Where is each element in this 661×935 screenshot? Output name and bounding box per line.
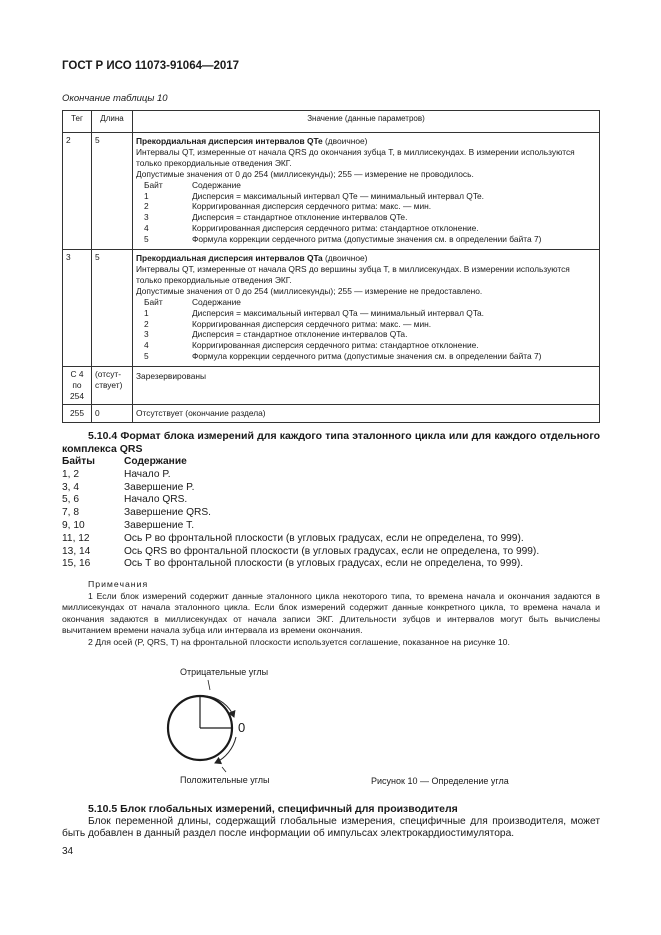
byte-content: Дисперсия = стандартное отклонение интервалов QTa.	[192, 329, 408, 340]
section-text: Блок переменной длины, содержащий глобальные измерения, специфичные для производителя, может быть добавлен в данный раздел после информации об импульсах электрокардиостимулятора.	[62, 815, 600, 840]
param-title-suffix: (двоичное)	[322, 253, 368, 264]
param-description: Интервалы QT, измеренные от начала QRS до вершины зубца T, в миллисекундах. В измерении используются только прекордиальные отведения ЭКГ.	[136, 263, 570, 285]
byte-item	[136, 319, 596, 330]
byte-col-label: Байт	[144, 179, 163, 190]
param-description: Интервалы QT, измеренные от начала QRS до окончания зубца T, в миллисекундах. В измерении используются только прекордиальные отведения ЭКГ.	[136, 146, 575, 168]
byte-item	[136, 234, 596, 245]
byte-item	[136, 308, 596, 319]
byte-col-label: Байт	[144, 296, 163, 307]
byte-number: 2	[144, 201, 149, 212]
byte-header	[136, 297, 596, 308]
byte-content: Дисперсия = максимальный интервал QTe — минимальный интервал QTe.	[192, 190, 484, 201]
notes-title: Примечания	[88, 579, 149, 589]
byte-number: 2	[144, 318, 149, 329]
byte-item	[136, 340, 596, 351]
parameters-table	[62, 110, 600, 423]
list-item	[62, 558, 600, 571]
byte-content: Дисперсия = стандартное отклонение интервалов QTe.	[192, 212, 408, 223]
byte-item	[136, 191, 596, 202]
list-item	[62, 546, 600, 559]
byte-content: Формула коррекции сердечного ритма (допустимые значения см. в определении байта 7)	[192, 351, 542, 362]
param-title: Прекордиальная дисперсия интервалов QTe	[136, 136, 323, 146]
table-row	[63, 133, 600, 250]
bottom-leader-line	[222, 767, 226, 772]
section-heading: 5.10.5 Блок глобальных измерений, специфичный для производителя	[88, 803, 458, 815]
page-number: 34	[62, 846, 74, 857]
table-header-row	[63, 111, 600, 133]
byte-content: Корригированная дисперсия сердечного ритма: стандартное отклонение.	[192, 340, 479, 351]
positive-arrow	[215, 737, 236, 763]
byte-number: 4	[144, 340, 149, 351]
negative-angles-label: Отрицательные углы	[180, 667, 269, 677]
cell-tag: 255	[63, 404, 92, 422]
section-heading: 5.10.4 Формат блока измерений для каждого типа эталонного цикла или для каждого отдельного комплекса QRS	[62, 430, 600, 455]
figure-caption: Рисунок 10 — Определение угла	[371, 776, 509, 786]
byte-description: Завершение T.	[124, 519, 195, 531]
list-item	[62, 507, 600, 520]
tag-line: 254	[70, 390, 84, 401]
zero-label: 0	[238, 720, 246, 735]
content-col-label: Содержание	[192, 296, 241, 307]
length-line: (отсут-	[95, 369, 122, 380]
bytes-list	[62, 456, 600, 571]
byte-item	[136, 329, 596, 340]
cell-value: Отсутствует (окончание раздела)	[133, 404, 600, 422]
notes-block	[62, 579, 600, 649]
cell-length: 5	[92, 133, 133, 250]
byte-description: Начало QRS.	[124, 494, 188, 506]
list-item	[62, 533, 600, 546]
byte-item	[136, 223, 596, 234]
byte-range: 3, 4	[62, 481, 79, 493]
byte-number: 5	[144, 234, 149, 245]
col-tag: Тег	[63, 111, 92, 133]
byte-number: 1	[144, 307, 149, 318]
cell-value: Зарезервированы	[133, 367, 600, 405]
cell-length: 5	[92, 250, 133, 367]
byte-description: Завершение P.	[124, 481, 195, 493]
param-title: Прекордиальная дисперсия интервалов QTa	[136, 253, 323, 264]
param-title-suffix: (двоичное)	[322, 136, 368, 146]
table-row	[63, 250, 600, 367]
cell-tag: 3	[63, 250, 92, 367]
byte-description: Ось P во фронтальной плоскости (в угловых градусах, если не определена, то 999).	[124, 532, 524, 544]
section-5-10-5	[62, 803, 600, 841]
table-row	[63, 367, 600, 405]
cell-tag: 2	[63, 133, 92, 250]
byte-description: Начало P.	[124, 468, 171, 480]
bytes-list-header	[62, 456, 600, 469]
byte-range: 15, 16	[62, 558, 91, 570]
bytes-col-label: Байты	[62, 456, 95, 467]
byte-number: 4	[144, 223, 149, 234]
document-header: ГОСТ Р ИСО 11073-91064—2017	[62, 60, 240, 72]
note-2: 2 Для осей (P, QRS, T) на фронтальной плоскости используется соглашение, показанное на рисунке 10.	[88, 636, 510, 647]
byte-item	[136, 201, 596, 212]
cell-value	[133, 133, 600, 250]
table-row	[63, 404, 600, 422]
col-length: Длина	[92, 111, 133, 133]
param-range: Допустимые значения от 0 до 254 (миллисекунды); 255 — измерение не проводилось.	[136, 168, 474, 179]
section-5-10-4	[62, 430, 600, 455]
list-item	[62, 482, 600, 495]
top-leader-line	[208, 680, 210, 690]
byte-number: 5	[144, 351, 149, 362]
byte-content: Корригированная дисперсия сердечного ритма: стандартное отклонение.	[192, 223, 479, 234]
cell-length	[92, 367, 133, 405]
byte-header	[136, 180, 596, 191]
content-col-label: Содержание	[192, 179, 241, 190]
byte-content: Корригированная дисперсия сердечного ритма: макс. — мин.	[192, 318, 432, 329]
byte-content: Дисперсия = максимальный интервал QTa — минимальный интервал QTa.	[192, 307, 484, 318]
byte-range: 13, 14	[62, 545, 91, 557]
col-value: Значение (данные параметров)	[133, 111, 600, 133]
byte-range: 1, 2	[62, 468, 79, 480]
byte-range: 9, 10	[62, 519, 85, 531]
byte-number: 3	[144, 212, 149, 223]
byte-number: 3	[144, 329, 149, 340]
table-caption: Окончание таблицы 10	[62, 93, 168, 104]
byte-content: Корригированная дисперсия сердечного ритма: макс. — мин.	[192, 201, 432, 212]
angle-diagram	[150, 660, 360, 790]
length-line: ствует)	[95, 380, 123, 391]
byte-range: 5, 6	[62, 494, 79, 506]
byte-range: 7, 8	[62, 507, 79, 519]
list-item	[62, 494, 600, 507]
byte-range: 11, 12	[62, 532, 90, 544]
cell-length: 0	[92, 404, 133, 422]
cell-value	[133, 250, 600, 367]
param-range: Допустимые значения от 0 до 254 (миллисекунды); 255 — измерение не предоставлено.	[136, 285, 483, 296]
tag-line: С 4 по	[70, 369, 84, 391]
byte-content: Формула коррекции сердечного ритма (допустимые значения см. в определении байта 7)	[192, 234, 542, 245]
byte-description: Ось QRS во фронтальной плоскости (в угловых градусах, если не определена, то 999).	[124, 545, 540, 557]
byte-description: Ось T во фронтальной плоскости (в угловых градусах, если не определена, то 999).	[124, 558, 524, 570]
positive-angles-label: Положительные углы	[180, 775, 270, 785]
byte-number: 1	[144, 190, 149, 201]
list-item	[62, 520, 600, 533]
content-col-label: Содержание	[124, 456, 187, 467]
cell-tag	[63, 367, 92, 405]
list-item	[62, 469, 600, 482]
byte-description: Завершение QRS.	[124, 507, 212, 519]
note-1: 1 Если блок измерений содержит данные эталонного цикла некоторого типа, то времена начала и окончания задаются в миллисекундах от начала эталонного цикла. Если блок измерений содержит данные конкретного цикла, то времена начала и окончания задаются в миллисекундах от начала записи ЭКГ. Длительности зубцов и интервалов могут быть вычислены вычитанием времени начала зубца или интервала из времени окончания.	[62, 590, 600, 636]
byte-item	[136, 351, 596, 362]
byte-item	[136, 212, 596, 223]
angle-figure	[150, 660, 360, 790]
